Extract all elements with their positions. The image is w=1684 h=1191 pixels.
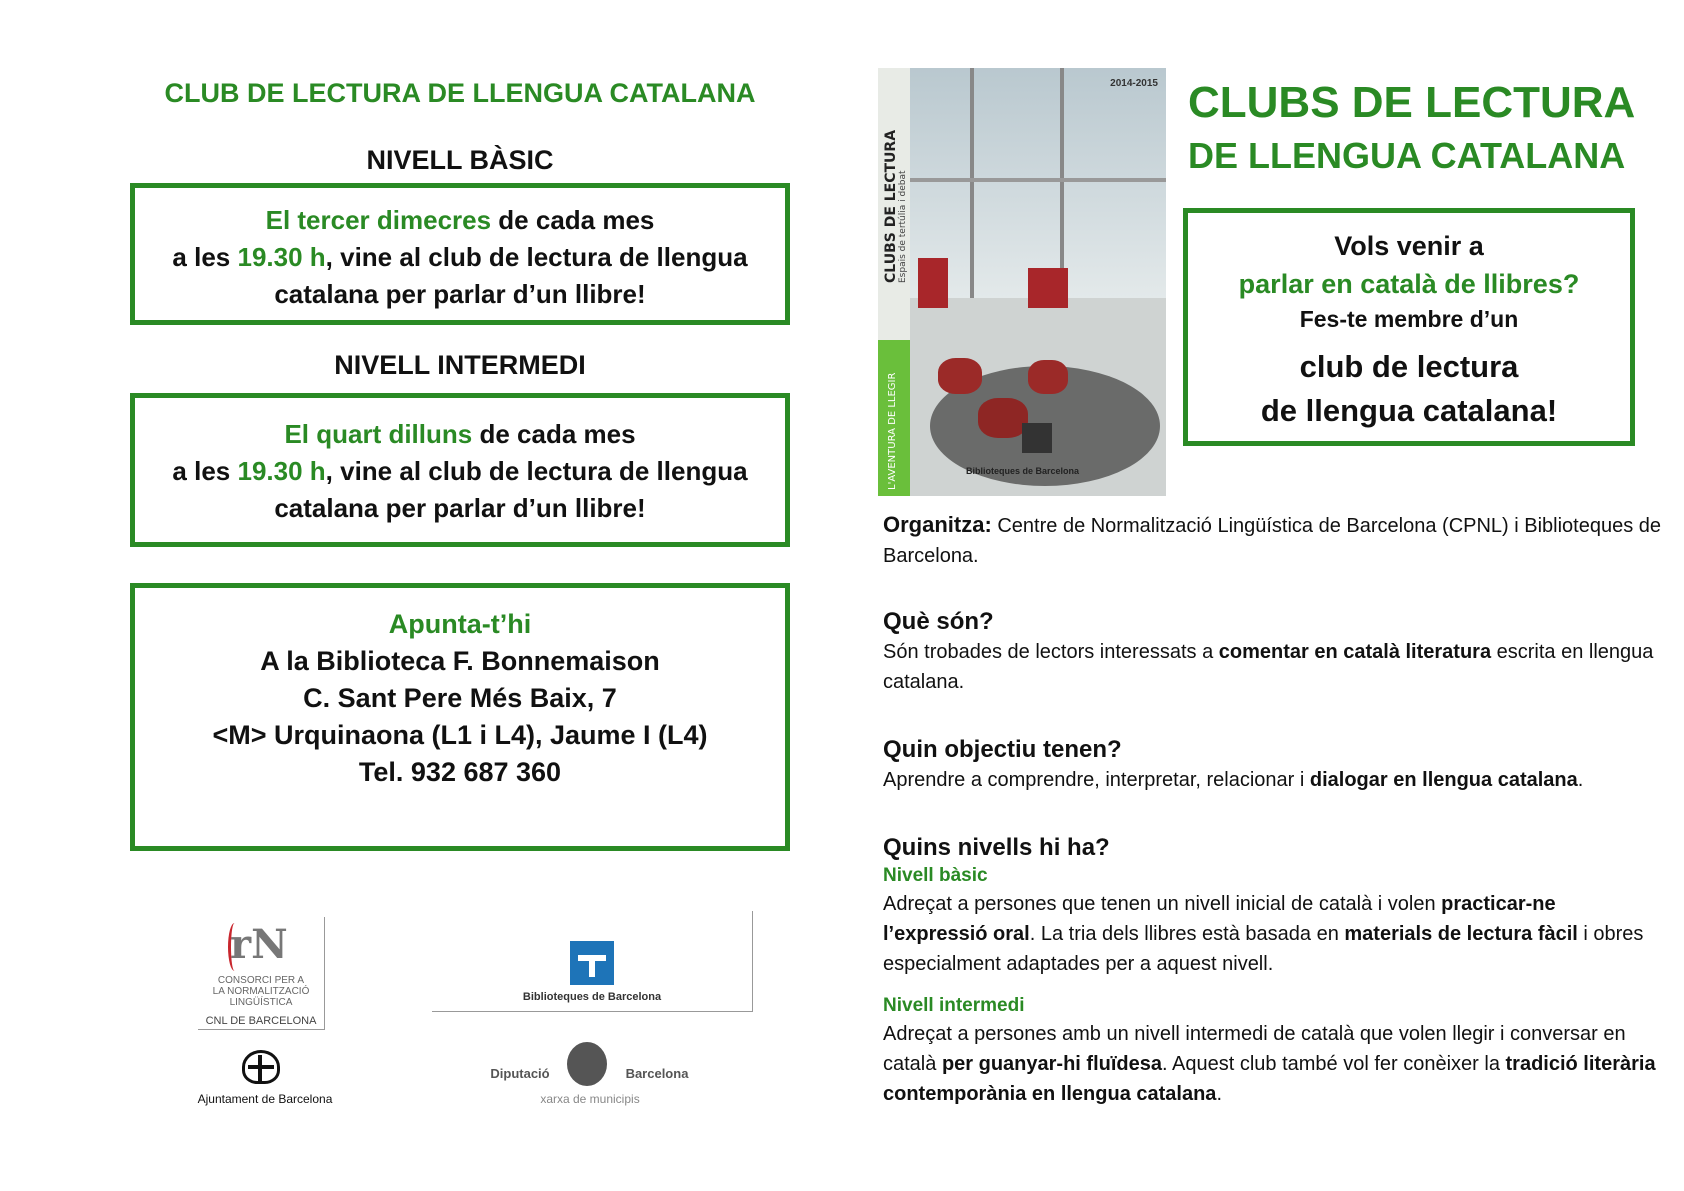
diputacio-caption: xarxa de municipis xyxy=(540,1092,640,1106)
que-t2: escrita en llengua catalana. xyxy=(883,641,1654,693)
cnl-logo xyxy=(198,917,325,1030)
objectiu-section xyxy=(883,735,1663,795)
ajuntament-shield xyxy=(242,1050,280,1084)
biblioteques-logo xyxy=(432,911,753,1012)
que-text xyxy=(883,637,1663,697)
left-title: CLUB DE LECTURA DE LLENGUA CATALANA xyxy=(164,78,756,108)
join-q4a: club de lectura xyxy=(1299,349,1519,384)
nivells-basic-text xyxy=(883,889,1663,979)
cnl-caption xyxy=(198,975,324,1027)
basic-text1: de cada mes xyxy=(491,205,655,235)
diputacio-right: Barcelona xyxy=(625,1066,689,1081)
organitza-paragraph xyxy=(883,510,1663,571)
inter-text2: , vine al club de lectura de llengua xyxy=(325,456,748,486)
inter-line-3: catalana per parlar d’un llibre! xyxy=(274,493,646,523)
signup-address: C. Sant Pere Més Baix, 7 xyxy=(303,683,617,713)
inter-t1: Adreçat a persones amb un nivell intermedi de català que volen llegir i conversar en català xyxy=(883,1023,1626,1075)
inter-line-2 xyxy=(135,453,785,490)
intermediate-level-heading: NIVELL INTERMEDI xyxy=(334,350,586,380)
signup-phone: Tel. 932 687 360 xyxy=(358,757,562,787)
organitza-label: Organitza: xyxy=(883,512,992,537)
organitza-text: Centre de Normalització Lingüística de Barcelona (CPNL) i Biblioteques de Barcelona. xyxy=(883,515,1662,567)
objectiu-heading: Quin objectiu tenen? xyxy=(883,736,1122,763)
cover-spine-green-text: L'AVENTURA DE LLEGIR xyxy=(887,372,898,490)
inter-time: 19.30 h xyxy=(237,456,326,486)
inter-line-1 xyxy=(135,416,785,453)
objectiu-text xyxy=(883,765,1663,795)
cover-pouf-2 xyxy=(1028,360,1068,394)
cover-window xyxy=(910,68,1166,298)
que-heading: Què són? xyxy=(883,608,994,635)
basic-level-box xyxy=(130,183,790,325)
nivells-inter-label: Nivell intermedi xyxy=(883,995,1025,1016)
cnl-caption-4: CNL DE BARCELONA xyxy=(205,1015,317,1027)
biblioteques-caption: Biblioteques de Barcelona xyxy=(522,991,662,1003)
intermediate-level-box xyxy=(130,393,790,547)
que-section xyxy=(883,607,1663,697)
cover-spine-sub: Espais de tertúlia i debat xyxy=(898,170,908,283)
cover-logo xyxy=(1022,423,1052,453)
cover-pouf-3 xyxy=(978,398,1028,438)
objectiu-b1: dialogar en llengua catalana xyxy=(1309,769,1578,791)
inter-day: El quart dilluns xyxy=(284,419,473,449)
inter-b1: per guanyar-hi fluïdesa xyxy=(941,1053,1162,1075)
right-title-2: DE LLENGUA CATALANA xyxy=(1188,135,1626,176)
cnl-red-stroke xyxy=(228,923,241,971)
que-b1: comentar en català literatura xyxy=(1218,641,1492,663)
cover-year: 2014-2015 xyxy=(1110,78,1158,89)
join-q3: Fes-te membre d’un xyxy=(1299,306,1519,332)
diputacio-mark xyxy=(567,1042,607,1086)
cnl-caption-3: LINGÜÍSTICA xyxy=(229,997,293,1008)
diputacio-left: Diputació xyxy=(490,1066,550,1081)
signup-metro: <M> Urquinaona (L1 i L4), Jaume I (L4) xyxy=(212,720,708,750)
join-q4b: de llengua catalana! xyxy=(1260,393,1558,428)
signup-box xyxy=(130,583,790,851)
basic-day: El tercer dimecres xyxy=(265,205,492,235)
inter-at: a les xyxy=(172,456,238,486)
basic-b1: practicar-ne l’expressió oral xyxy=(883,893,1556,945)
cover-spine-title: CLUBS DE LECTURA xyxy=(883,129,899,283)
cnl-caption-2: LA NORMALITZACIÓ xyxy=(212,986,310,997)
join-q2: parlar en català de llibres? xyxy=(1238,269,1580,299)
basic-at: a les xyxy=(172,242,238,272)
join-box xyxy=(1183,208,1635,446)
nivells-basic-label: Nivell bàsic xyxy=(883,865,988,886)
basic-line-1 xyxy=(135,202,785,239)
inter-t3: . xyxy=(1216,1083,1222,1105)
basic-b2: materials de lectura fàcil xyxy=(1344,923,1578,945)
ajuntament-logo xyxy=(180,1050,350,1120)
basic-t1: Adreçat a persones que tenen un nivell inicial de català i volen xyxy=(883,893,1442,915)
diputacio-logo xyxy=(485,1040,695,1110)
inter-text1: de cada mes xyxy=(472,419,636,449)
biblioteques-mark xyxy=(570,941,614,985)
basic-line-2 xyxy=(135,239,785,276)
objectiu-t1: Aprendre a comprendre, interpretar, relacionar i xyxy=(883,769,1310,791)
nivells-inter-text xyxy=(883,1019,1663,1109)
cover-publisher: Biblioteques de Barcelona xyxy=(966,466,1080,476)
cover-chair-left xyxy=(918,258,948,308)
signup-heading: Apunta-t’hi xyxy=(388,609,532,639)
basic-line-3: catalana per parlar d’un llibre! xyxy=(274,279,646,309)
book-cover-image xyxy=(878,68,1166,496)
basic-time: 19.30 h xyxy=(237,242,326,272)
nivells-heading: Quins nivells hi ha? xyxy=(883,834,1110,861)
nivells-section xyxy=(883,833,1663,1109)
signup-library: A la Biblioteca F. Bonnemaison xyxy=(260,646,660,676)
inter-t2: . Aquest club també vol fer conèixer la xyxy=(1162,1053,1506,1075)
objectiu-t2: . xyxy=(1577,769,1584,791)
basic-text2: , vine al club de lectura de llengua xyxy=(325,242,748,272)
cnl-caption-1: CONSORCI PER A xyxy=(217,975,305,986)
ajuntament-caption: Ajuntament de Barcelona xyxy=(197,1092,333,1106)
basic-level-heading: NIVELL BÀSIC xyxy=(366,145,554,175)
cover-spine-green xyxy=(878,340,910,496)
que-t1: Són trobades de lectors interessats a xyxy=(883,641,1219,663)
join-q1: Vols venir a xyxy=(1334,231,1484,261)
inter-b2: tradició literària contemporània en llengua catalana xyxy=(883,1053,1656,1105)
right-title-1: CLUBS DE LECTURA xyxy=(1188,78,1636,127)
cnl-mark: rN xyxy=(230,921,288,968)
cover-chair xyxy=(1028,268,1068,308)
cover-pouf-1 xyxy=(938,358,982,394)
basic-t2: . La tria dels llibres està basada en xyxy=(1029,923,1345,945)
basic-t3: i obres especialment adaptades per a aquest nivell. xyxy=(883,923,1644,975)
